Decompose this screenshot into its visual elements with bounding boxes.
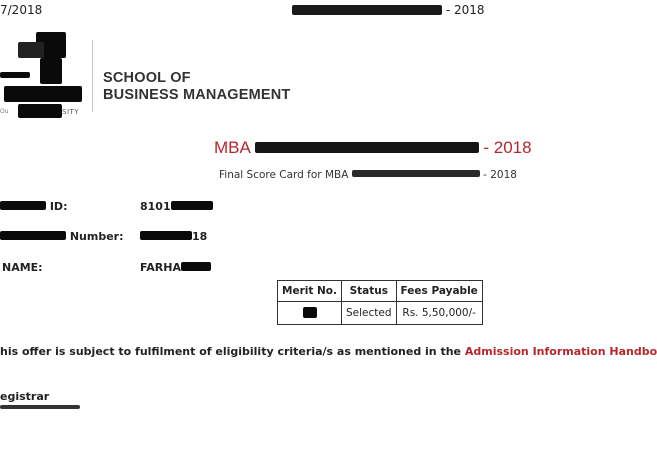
merit-no-header: Merit No. [278, 281, 342, 302]
date-fragment: 7/2018 [0, 3, 43, 17]
id-label-suffix: ID: [49, 200, 68, 213]
scorecard-subtitle-prefix: Final Score Card for MBA [219, 169, 349, 181]
exam-title-header-suffix: - 2018 [445, 3, 485, 17]
registrar-title: egistrar [0, 390, 50, 403]
number-value [140, 230, 207, 243]
eligibility-note [0, 345, 657, 358]
institution-name-line1: SCHOOL OF [103, 70, 191, 86]
scorecard-title [214, 138, 532, 158]
number-label-suffix: Number: [69, 230, 124, 243]
fees-cell: Rs. 5,50,000/- [396, 302, 482, 325]
status-header: Status [342, 281, 397, 302]
scorecard-title-prefix: MBA [214, 138, 250, 157]
admission-handbook-link[interactable]: Admission Information Handbo [464, 345, 657, 358]
name-label: NAME: [2, 261, 43, 274]
name-value-prefix: FARHA [140, 261, 181, 274]
id-label [0, 200, 67, 213]
institution-name [103, 70, 290, 104]
logo-divider [92, 40, 93, 112]
merit-table [277, 280, 483, 325]
scorecard-title-suffix: - 2018 [483, 138, 532, 157]
scorecard-subtitle-suffix: - 2018 [483, 169, 517, 181]
logo-sub-prefix: Ou [0, 108, 9, 115]
number-value-suffix: 18 [192, 230, 208, 243]
merit-no-cell [278, 302, 342, 325]
scorecard-subtitle [219, 169, 517, 181]
exam-title-header [292, 3, 485, 17]
name-value [140, 261, 211, 274]
registrar-signature-block [0, 390, 80, 407]
logo-sub-fragment: SITY [62, 108, 80, 116]
institution-name-line2: BUSINESS MANAGEMENT [103, 87, 291, 103]
eligibility-note-text: his offer is subject to fulfilment of eligibility criteria/s as mentioned in the [0, 345, 462, 358]
id-value [140, 200, 213, 213]
merit-table-header-row [278, 281, 483, 302]
institution-logo [0, 28, 90, 120]
number-label [0, 230, 124, 243]
fees-header: Fees Payable [396, 281, 482, 302]
id-value-prefix: 8101 [140, 200, 171, 213]
table-row [278, 302, 483, 325]
status-cell: Selected [342, 302, 397, 325]
